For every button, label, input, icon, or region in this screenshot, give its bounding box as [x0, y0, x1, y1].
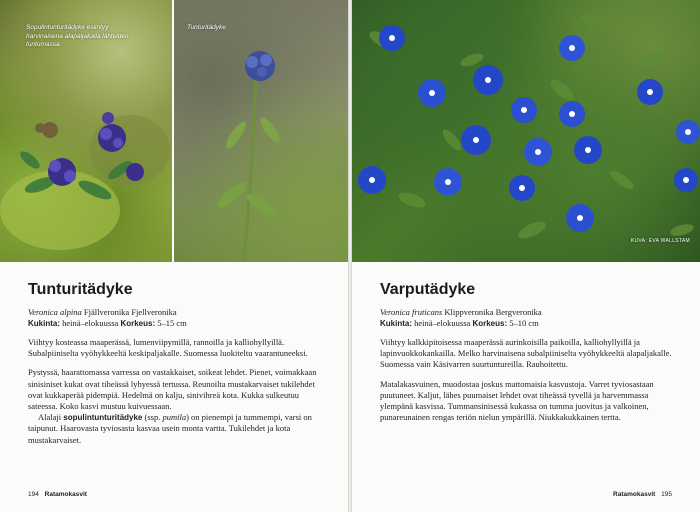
photo-alpine-speedwell-stem	[174, 0, 348, 262]
latin-name: Veronica fruticans	[380, 307, 443, 317]
other-names: Klippveronika Bergveronika	[444, 307, 542, 317]
photo-caption: Tunturitädyke	[187, 24, 226, 31]
habitat-paragraph: Viihtyy kosteassa maaperässä, lumenviipymillä, rannoilla ja kalliohyllyillä. Subalpiiniselta vyöhykkeeltä keskipaljakalle. Suomessa luokiteltu vaarantuneeksi.	[28, 337, 308, 359]
flower-illustration	[174, 0, 348, 262]
bloom-label: Kukinta:	[380, 319, 412, 328]
bloom-label: Kukinta:	[28, 319, 60, 328]
right-page	[352, 0, 700, 512]
height-value: 5–15 cm	[157, 318, 187, 328]
photo-caption: Sopulintunturitädyke esiintyy harvinaisena alapaljakalla lähteiden tuntumassa.	[26, 24, 129, 48]
species-meta	[380, 318, 680, 329]
height-label: Korkeus:	[472, 319, 508, 328]
left-page	[0, 0, 348, 512]
subspecies-name: sopulintunturitädyke	[63, 413, 143, 423]
bloom-value: heinä–elokuussa	[414, 318, 471, 328]
other-names: Fjällveronika Fjellveronika	[83, 307, 177, 317]
height-value: 5–10 cm	[509, 318, 539, 328]
page-number: 194	[28, 491, 39, 498]
species-names	[28, 307, 328, 318]
height-label: Korkeus:	[120, 319, 156, 328]
page-number: 195	[661, 491, 672, 498]
species-entry	[28, 280, 328, 446]
species-title: Varputädyke	[380, 281, 476, 298]
description-paragraph: Matalakasvuinen, muodostaa joskus mattomaisia kasvustoja. Varret tyviosastaan puutuneet. Kaljut, lähes puumaiset lehdet ovat tiheässä tyvellä ja harvemmassa ylempänä kasvissa. Tummansinisessä kukassa on tumma juovitus ja valkoinen, punareunainen rengas teriön nielun ympärillä. Niukkakukkainen tertta.	[380, 378, 654, 423]
page-footer	[609, 491, 672, 498]
species-meta	[28, 318, 328, 329]
page-footer	[28, 491, 91, 498]
bloom-value: heinä–elokuussa	[62, 318, 119, 328]
photo-rock-speedwell	[352, 0, 700, 262]
species-names	[380, 307, 680, 318]
flower-illustration	[352, 0, 700, 262]
photo-alpine-speedwell-cluster	[0, 0, 172, 262]
section-name: Ratamokasvit	[44, 491, 87, 498]
habitat-paragraph: Viihtyy kalkkipitoisessa maaperässä aurinkoisilla paikoilla, kalliohyllyillä ja lapinvuokkokankailla. Melko harvinaisena subalpiiniselta vyöhykkeeltä alapaljakalle. Suomessa vain Käsivarren suurtuntureilla. Rauhoitettu.	[380, 337, 672, 370]
photo-credit: KUVA: EVA WALLSTAM	[630, 238, 690, 244]
latin-name: Veronica alpina	[28, 307, 82, 317]
description-paragraph: Pystyssä, haarattomassa varressa on vastakkaiset, soikeat lehdet. Pienet, voimakkaan sinisiniset kukat ovat tiheässä lyhyessä tertussa. Reunoilta mustakarvaiset tukilehdet ovat kukkaperää pidempiä. Hedelmä on kalju, sinivihreä kota. Kukka sulkeutuu sateessa. Koko kasvi mustuu kuivuessaan.	[28, 367, 317, 412]
section-name: Ratamokasvit	[613, 491, 656, 498]
species-title: Tunturitädyke	[28, 281, 133, 298]
subspecies-paragraph: Alalaji sopulintunturitädyke (ssp. pumila) on pienempi ja tummempi, varsi on taipunut. Haarovasta tyviosasta kasvaa usein monta vartta. Tukilehdet ja kota mustakarvaiset.	[28, 412, 312, 445]
species-entry	[380, 280, 680, 423]
